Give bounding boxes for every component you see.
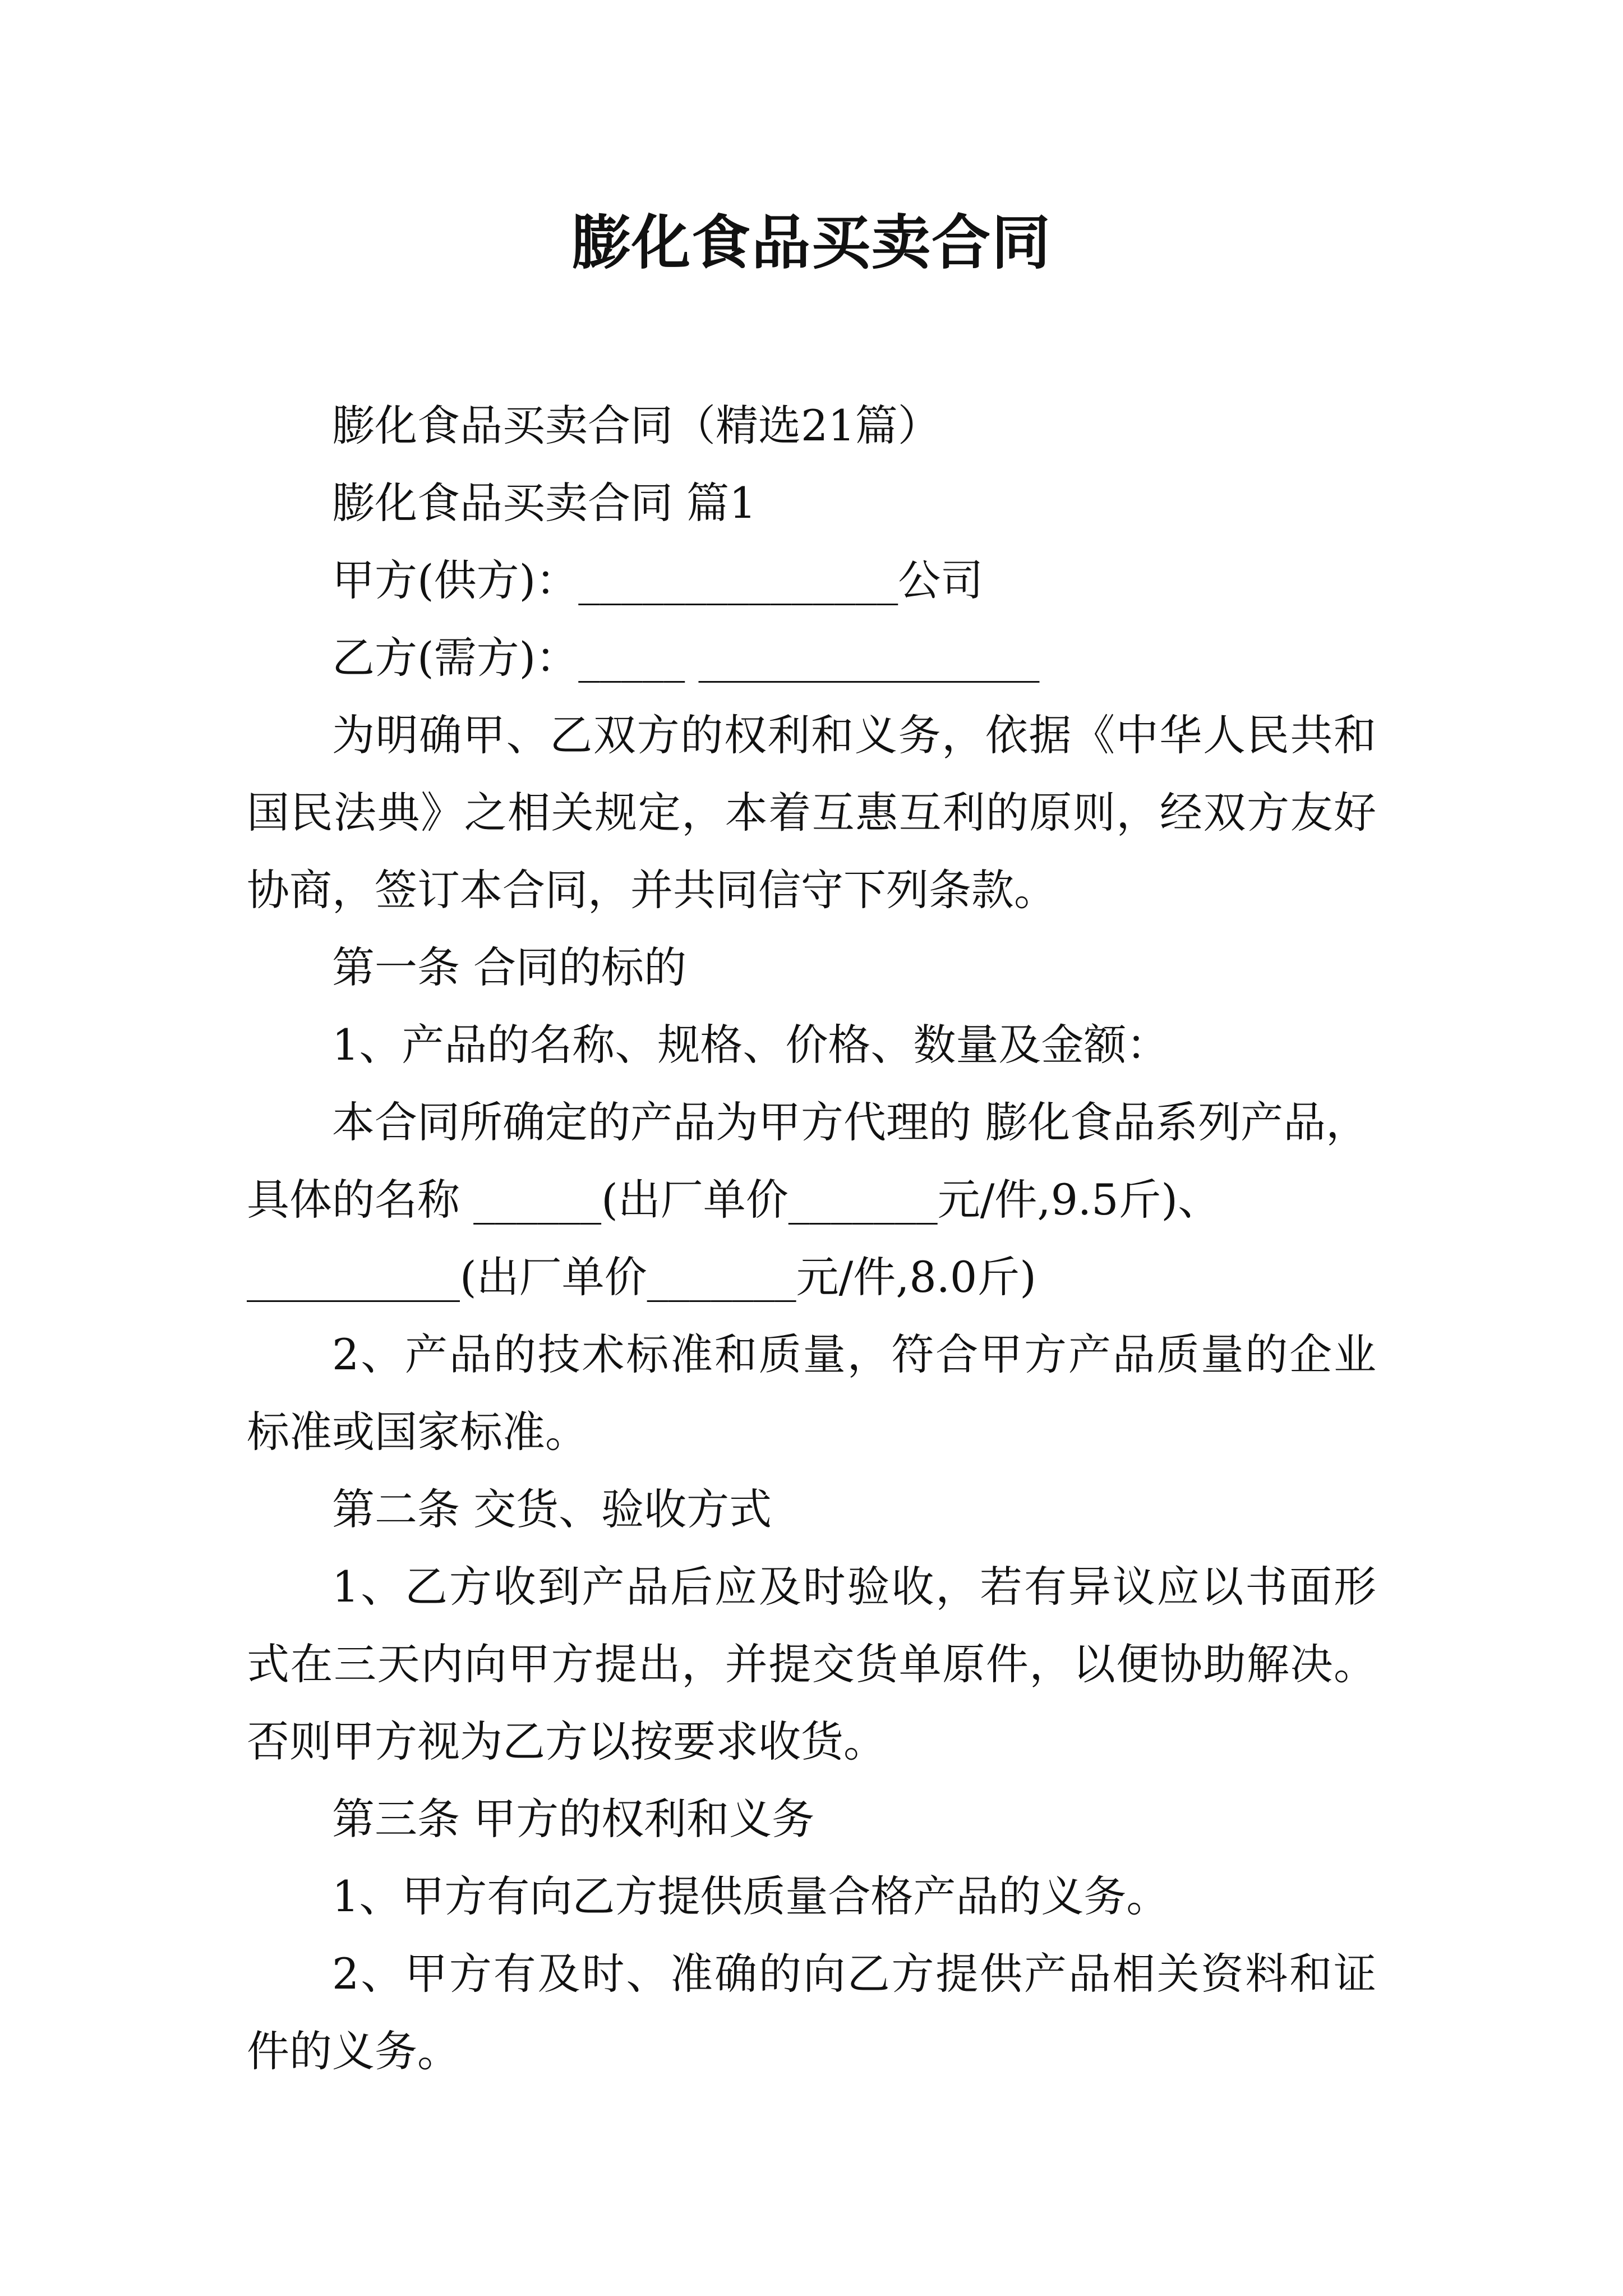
article-1-item-2: 2、产品的技术标准和质量，符合甲方产品质量的企业标准或国家标准。 [247,1329,1376,1457]
document-body [247,387,1376,2090]
party-b-line: 乙方(需方)：_____ ________________ [332,633,1040,683]
article-2-item-1: 1、乙方收到产品后应及时验收，若有异议应以书面形式在三天内向甲方提出，并提交货单原件，以便协助解决。否则甲方视为乙方以按要求收货。 [247,1562,1376,1766]
document-title: 膨化食品买卖合同 [571,209,1052,277]
article-1-desc-line-2: 具体的名称 ______(出厂单价_______元/件,9.5斤)、 [247,1175,1221,1225]
party-a-line: 甲方(供方)：_______________公司 [332,555,984,605]
article-1-title: 第一条 合同的标的 [332,942,687,992]
article-1-item-1: 1、产品的名称、规格、价格、数量及金额： [332,1020,1169,1070]
subtitle: 膨化食品买卖合同（精选21篇） [332,401,940,450]
intro-paragraph: 为明确甲、乙双方的权利和义务，依据《中华人民共和国民法典》之相关规定，本着互惠互利的原则，经双方友好协商，签订本合同，并共同信守下列条款。 [247,710,1376,915]
article-1-desc-line-3: __________(出厂单价_______元/件,8.0斤) [247,1252,1036,1302]
article-2-title: 第二条 交货、验收方式 [332,1484,772,1534]
article-1-desc-line-1: 本合同所确定的产品为甲方代理的 膨化食品系列产品， [332,1097,1369,1147]
article-3-item-2: 2、甲方有及时、准确的向乙方提供产品相关资料和证件的义务。 [247,1949,1376,2076]
article-3-item-1: 1、甲方有向乙方提供质量合格产品的义务。 [332,1871,1169,1921]
article-3-title: 第三条 甲方的权利和义务 [332,1794,815,1844]
section-heading: 膨化食品买卖合同 篇1 [332,478,757,528]
